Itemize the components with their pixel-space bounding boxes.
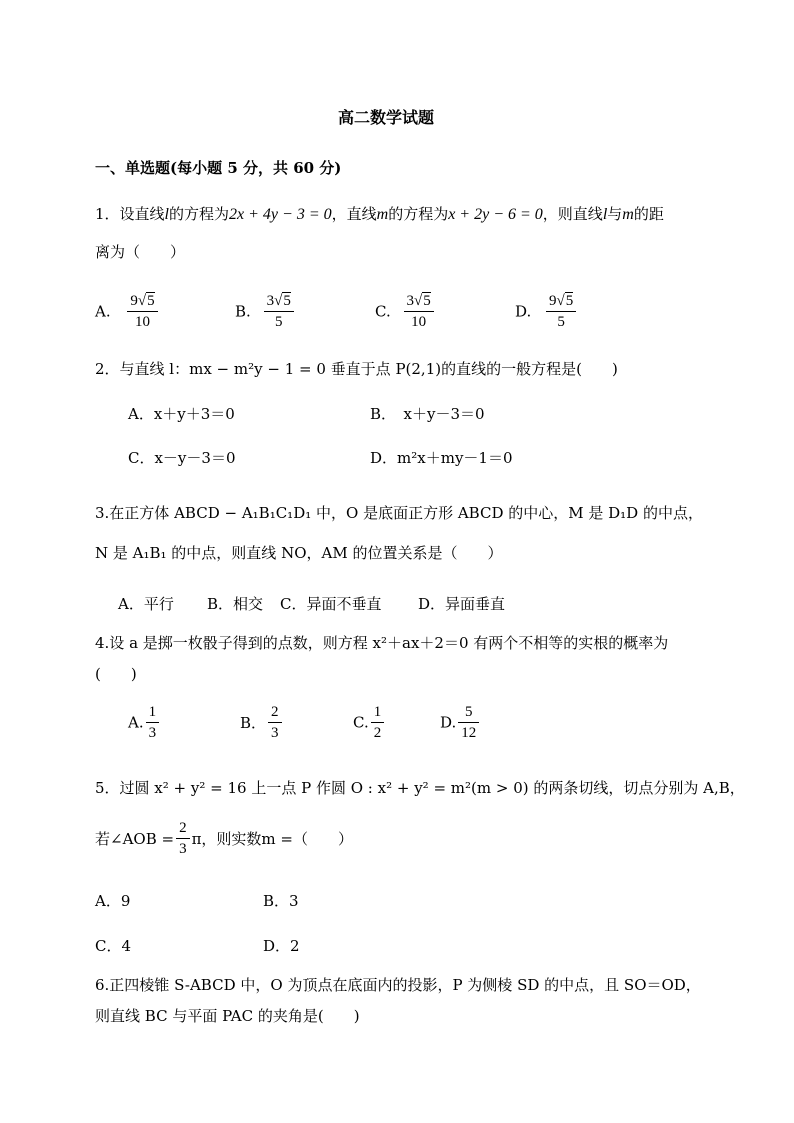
q1-option-c-label: C.: [375, 302, 391, 321]
q4-option-b-label: B．: [240, 714, 267, 732]
q2-option-d: D．m²x＋my－1＝0: [370, 449, 513, 467]
q1-var-l-2: l: [602, 206, 608, 223]
q1-option-d-label: D.: [515, 302, 532, 321]
q4-option-b-num: 2: [268, 702, 282, 723]
q1-text-5: ，则直线: [542, 205, 603, 223]
q4-option-d: [440, 702, 481, 743]
q1-text-3: ，直线: [331, 205, 377, 223]
q1-option-c-den: 10: [411, 314, 427, 330]
q1-option-a-coef: 9: [130, 293, 138, 309]
q1-option-a: A. $\frac{9√5}{10}$: [95, 291, 160, 332]
q5-option-a: A．9: [95, 892, 131, 910]
q1-option-d: D. $\frac{9√5}{5}$: [515, 291, 578, 332]
q1-option-b-den: 5: [274, 314, 283, 330]
q2-option-b: B． x＋y－3＝0: [370, 405, 485, 423]
q3-option-b: B．相交: [207, 595, 264, 613]
q5-option-c: C．4: [95, 937, 132, 955]
question-5-line-1: 5．过圆 x² + y² = 16 上一点 P 作圆 O : x² + y² = m²(m > 0) 的两条切线，切点分别为 A,B，: [95, 779, 745, 797]
q5-tail-text: π，则实数m =（ ）: [191, 830, 353, 848]
q2-option-a: A．x＋y＋3＝0: [128, 405, 235, 423]
q5-frac-den: 3: [179, 841, 187, 857]
question-1-line-1: [95, 203, 664, 224]
q1-equation-1: 2x + 4y − 3 = 0: [229, 206, 332, 223]
q4-option-d-label: D.: [440, 713, 457, 732]
question-5-line-2: [95, 818, 353, 859]
q1-option-c-rad: 5: [423, 293, 431, 309]
q1-var-m-2: m: [622, 206, 634, 223]
q1-option-d-den: 5: [557, 314, 565, 330]
question-1-line-2: 离为（ ）: [95, 243, 186, 261]
question-6-line-2: 则直线 BC 与平面 PAC 的夹角是( ): [95, 1007, 360, 1025]
question-2-stem: 2．与直线 l：mx − m²y − 1 = 0 垂直于点 P(2,1)的直线的一般方程是( ): [95, 360, 618, 378]
q3-option-d: D．异面垂直: [418, 595, 506, 613]
q2-option-c: C．x－y－3＝0: [128, 449, 236, 467]
q1-option-a-den: 10: [135, 314, 150, 330]
q5-option-b: B．3: [263, 892, 299, 910]
q1-var-m: m: [376, 206, 389, 223]
q4-option-c-den: 2: [373, 725, 382, 741]
q3-option-a: A．平行: [118, 595, 174, 613]
question-4-line-2: ( ): [95, 665, 137, 683]
q4-option-b-den: 3: [271, 725, 279, 741]
q1-option-c-coef: 3: [406, 293, 414, 309]
q1-option-d-rad: 5: [565, 293, 574, 309]
q4-option-b: [240, 702, 284, 743]
q1-option-b-coef: 3: [266, 293, 275, 309]
q1-option-d-coef: 9: [549, 293, 557, 309]
q1-option-b-rad: 5: [283, 293, 291, 309]
question-3-line-1: 3.在正方体 ABCD − A₁B₁C₁D₁ 中，O 是底面正方形 ABCD 的中心，M 是 D₁D 的中点，: [95, 504, 703, 522]
question-3-line-2: N 是 A₁B₁ 的中点，则直线 NO，AM 的位置关系是（ ）: [95, 544, 503, 562]
q1-text-4: 的方程为: [388, 205, 449, 223]
q1-option-c: C. $\frac{3√5}{10}$: [375, 291, 436, 332]
q1-option-a-rad: 5: [147, 293, 155, 309]
q1-option-a-label: A.: [95, 302, 111, 321]
question-6-line-1: 6.正四棱锥 S-ABCD 中，O 为顶点在底面内的投影，P 为侧棱 SD 的中点，且 SO＝OD，: [95, 976, 701, 994]
q4-option-a-den: 3: [148, 725, 157, 741]
q4-option-c: [353, 702, 386, 743]
section-heading: 一、单选题(每小题 5 分，共 60 分): [95, 159, 342, 177]
q4-option-a: [128, 702, 161, 743]
q4-option-a-label: A.: [128, 713, 144, 732]
q4-option-c-num: 1: [371, 702, 385, 723]
q4-option-d-den: 12: [461, 725, 477, 741]
q1-text-7: 的距: [633, 205, 664, 223]
q1-text-1: 1．设直线: [95, 205, 165, 223]
q1-option-b: B. $\frac{3√5}{5}$: [235, 291, 296, 332]
q1-option-b-label: B.: [235, 302, 251, 321]
question-4-line-1: 4.设 a 是掷一枚骰子得到的点数，则方程 x²＋ax＋2＝0 有两个不相等的实根的概率为: [95, 634, 669, 652]
q4-option-d-num: 5: [458, 702, 479, 723]
q1-var-l: l: [164, 206, 169, 223]
q1-text-6: 与: [607, 205, 623, 223]
q5-frac-num: 2: [176, 818, 190, 839]
q5-angle-text: 若∠AOB =: [95, 830, 175, 848]
q1-equation-2: x + 2y − 6 = 0: [448, 206, 543, 223]
q4-option-a-num: 1: [146, 702, 160, 723]
q5-option-d: D．2: [263, 937, 300, 955]
q1-text-2: 的方程为: [169, 205, 230, 223]
q4-option-c-label: C.: [353, 713, 369, 732]
q3-option-c: C．异面不垂直: [280, 595, 382, 613]
page-title: 高二数学试题: [338, 108, 435, 127]
